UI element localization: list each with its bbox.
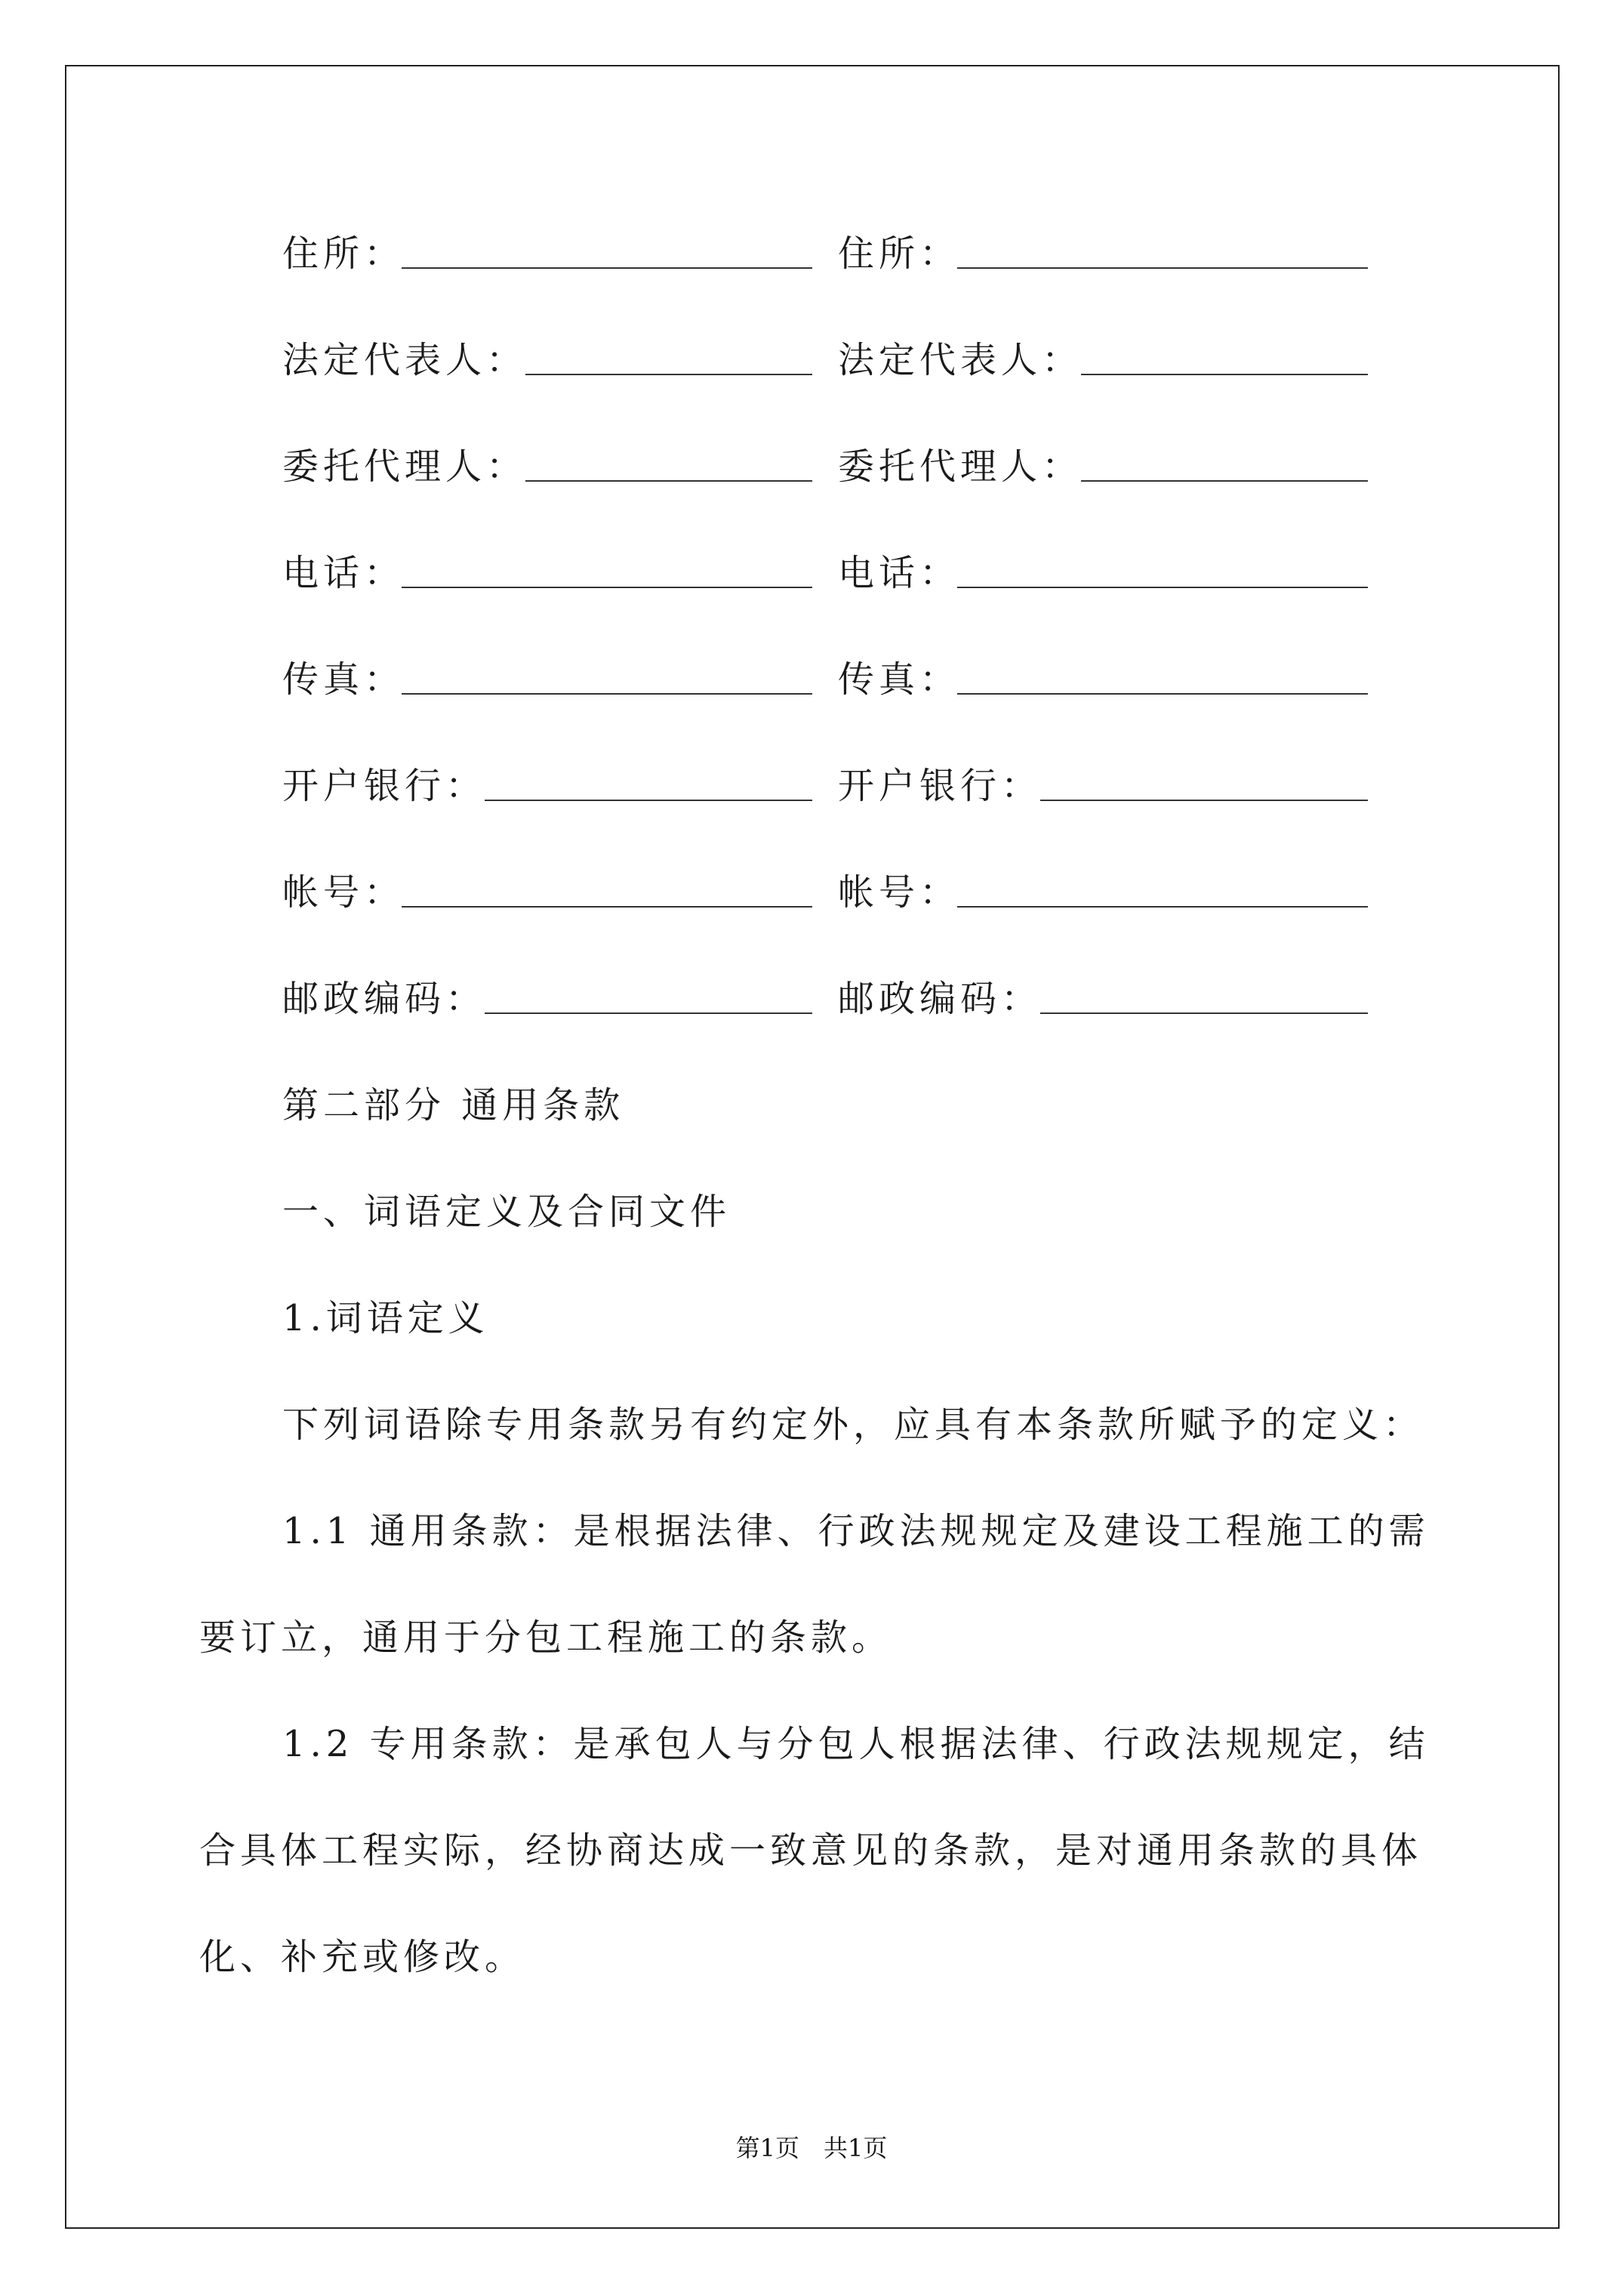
- left-postcode-label: 邮政编码：: [282, 978, 487, 1020]
- right-postcode-label: 邮政编码：: [838, 978, 1042, 1020]
- left-phone-label: 电话：: [282, 552, 405, 594]
- form-row-postcode: [0, 969, 1623, 1029]
- right-phone-field[interactable]: [957, 587, 1368, 588]
- form-row-legal-rep: [0, 330, 1623, 390]
- left-fax-field[interactable]: [402, 693, 812, 695]
- right-agent-label: 委托代理人：: [838, 445, 1083, 488]
- right-agent-field[interactable]: [1081, 480, 1368, 482]
- left-phone-field[interactable]: [402, 587, 812, 588]
- left-bank-field[interactable]: [485, 800, 812, 801]
- form-row-address: [0, 223, 1623, 284]
- left-postcode-field[interactable]: [485, 1012, 812, 1014]
- right-phone-label: 电话：: [838, 552, 961, 594]
- left-agent-field[interactable]: [525, 480, 812, 482]
- right-legal-rep-field[interactable]: [1081, 374, 1368, 375]
- right-bank-field[interactable]: [1040, 800, 1368, 801]
- left-address-field[interactable]: [402, 267, 812, 269]
- form-row-phone: [0, 543, 1623, 603]
- page-number-footer: 第1页 共1页: [735, 2134, 888, 2162]
- left-agent-label: 委托代理人：: [282, 445, 528, 488]
- form-row-account: [0, 862, 1623, 923]
- form-row-agent: [0, 436, 1623, 497]
- left-bank-label: 开户银行：: [282, 765, 487, 807]
- right-address-label: 住所：: [838, 233, 961, 275]
- left-fax-label: 传真：: [282, 658, 405, 701]
- chapter-title: 一、词语定义及合同文件: [282, 1191, 731, 1233]
- left-address-label: 住所：: [282, 233, 405, 275]
- right-postcode-field[interactable]: [1040, 1012, 1368, 1014]
- right-account-field[interactable]: [957, 906, 1368, 908]
- left-account-field[interactable]: [402, 906, 812, 908]
- form-row-bank: [0, 756, 1623, 816]
- section-title: 第二部分 通用条款: [282, 1084, 625, 1126]
- intro-paragraph: 下列词语除专用条款另有约定外，应具有本条款所赋予的定义：: [282, 1404, 1424, 1446]
- right-legal-rep-label: 法定代表人：: [838, 339, 1083, 381]
- right-fax-label: 传真：: [838, 658, 961, 701]
- left-legal-rep-label: 法定代表人：: [282, 339, 528, 381]
- clause-1-2-line-3: 化、补充或修改。: [199, 1936, 526, 1978]
- clause-1-2-line-1: 1.2 专用条款：是承包人与分包人根据法律、行政法规规定，结: [282, 1723, 1430, 1765]
- clause-1-1-line-2: 要订立，通用于分包工程施工的条款。: [199, 1616, 893, 1659]
- left-legal-rep-field[interactable]: [525, 374, 812, 375]
- left-account-label: 帐号：: [282, 871, 405, 914]
- form-row-fax: [0, 649, 1623, 710]
- right-bank-label: 开户银行：: [838, 765, 1042, 807]
- right-account-label: 帐号：: [838, 871, 961, 914]
- clause-1-2-line-2: 合具体工程实际，经协商达成一致意见的条款，是对通用条款的具体: [199, 1829, 1423, 1872]
- article-title: 1.词语定义: [282, 1297, 489, 1339]
- clause-1-1-line-1: 1.1 通用条款：是根据法律、行政法规规定及建设工程施工的需: [282, 1510, 1430, 1552]
- right-address-field[interactable]: [957, 267, 1368, 269]
- right-fax-field[interactable]: [957, 693, 1368, 695]
